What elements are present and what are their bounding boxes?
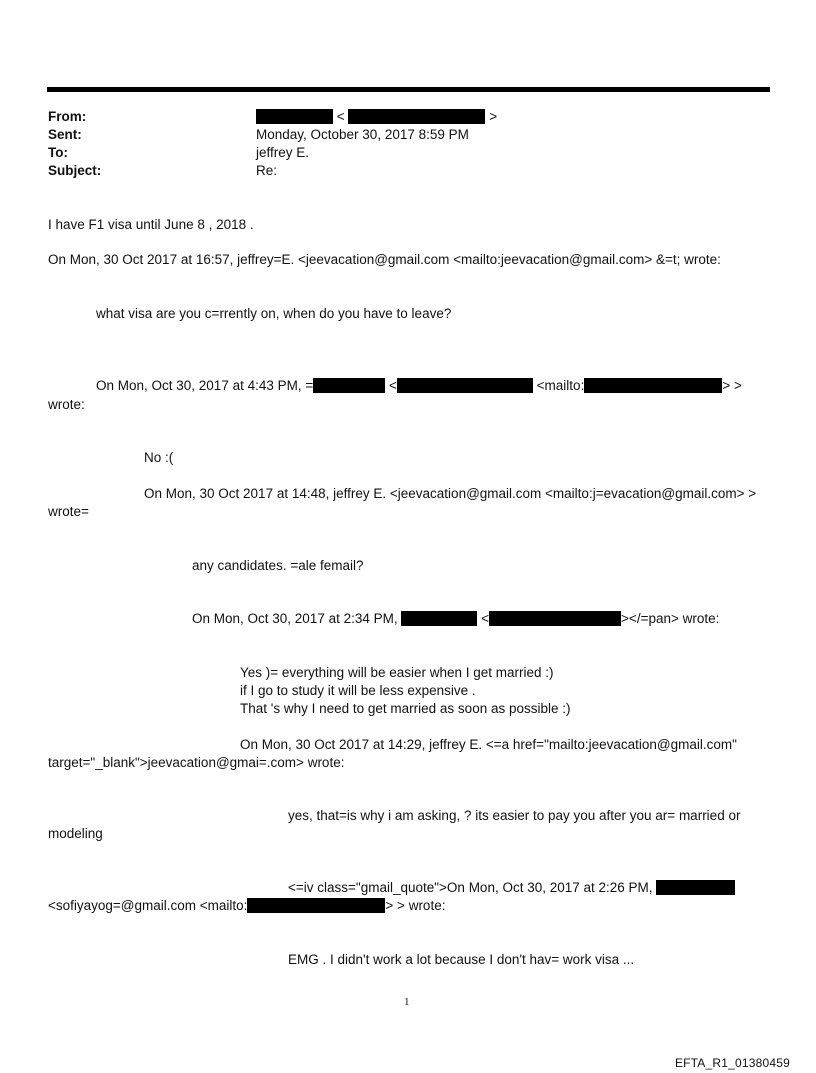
body-line: yes, that=is why i am asking, ? its easier to pay you after you ar= married or [288,808,741,823]
redaction-block [247,898,385,913]
sent-value: Monday, October 30, 2017 8:59 PM [256,127,469,142]
quote-header-text: <=iv class="gmail_quote">On Mon, Oct 30, 2017 at 2:26 PM, [288,880,653,895]
quote-header-text: <mailto: [536,378,585,393]
quote-header-text: On Mon, Oct 30, 2017 at 4:43 PM, = [96,378,314,393]
quote-header-wrap: wrote: [48,397,85,412]
redaction-block [401,611,477,626]
quote-header: On Mon, 30 Oct 2017 at 16:57, jeffrey=E. <jeevacation@gmail.com <mailto:jeevacation@gmail.com> &=t; wrote: [48,252,721,267]
page-number: 1 [404,996,410,1008]
quote-header-text: ></=pan> wrote: [621,611,720,626]
from-label: From: [48,109,87,124]
subject-label: Subject: [48,163,102,178]
redaction-block [313,378,385,393]
redaction-block [348,109,485,124]
body-line: That 's why I need to get married as soon as possible :) [240,701,571,716]
body-line: I have F1 visa until June 8 , 2018 . [48,217,254,232]
body-line: if I go to study it will be less expensive . [240,683,476,698]
from-open-bracket: < [336,109,345,124]
quote-header [288,880,735,896]
to-value: jeffrey E. [256,145,310,160]
quote-header-text: > > [722,378,742,393]
redaction-block [584,378,722,393]
body-line: No :( [144,450,174,465]
header-rule [47,87,770,92]
from-close-bracket: > [489,109,498,124]
bates-number: EFTA_R1_01380459 [674,1056,790,1070]
redaction-block [397,378,533,393]
quote-header: On Mon, 30 Oct 2017 at 14:48, jeffrey E. <jeevacation@gmail.com <mailto:j=evacation@gmail.com> > [144,486,757,501]
redaction-block [656,880,735,895]
quote-header [192,611,719,627]
quote-header [96,378,742,394]
quote-header-text: <sofiyayog=@gmail.com <mailto: [48,898,248,913]
body-line: Yes )= everything will be easier when I get married :) [240,665,554,680]
body-line: any candidates. =ale femail? [192,558,364,573]
subject-value: Re: [256,163,278,178]
redaction-block [489,611,621,626]
quote-header-wrap: target="_blank">jeevacation@gmai=.com> wrote: [48,755,345,770]
to-label: To: [48,145,68,160]
quote-header-wrap: wrote= [48,504,89,519]
redaction-block [256,109,333,124]
body-line-wrap: modeling [48,826,103,841]
body-line: what visa are you c=rrently on, when do you have to leave? [96,306,452,321]
quote-header-text: < [389,378,397,393]
quote-header-text: On Mon, Oct 30, 2017 at 2:34 PM, [192,611,398,626]
from-value [256,109,497,124]
quote-header: On Mon, 30 Oct 2017 at 14:29, jeffrey E. <=a href="mailto:jeevacation@gmail.com" [240,737,737,752]
quote-header-wrap [48,898,445,914]
quote-header-text: > > wrote: [385,898,446,913]
sent-label: Sent: [48,127,82,142]
quote-header-text: < [481,611,490,626]
body-line: EMG . I didn't work a lot because I don't hav= work visa ... [288,952,635,967]
